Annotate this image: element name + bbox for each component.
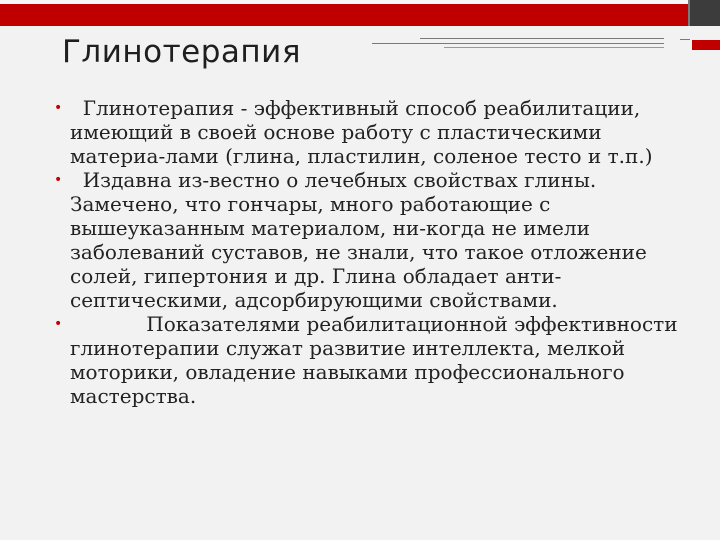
top-decor-corner: [688, 0, 720, 26]
accent-block: [692, 40, 720, 50]
top-decor-bar: [0, 0, 720, 26]
slide-content: [52, 96, 692, 408]
accent-line: [444, 47, 664, 48]
accent-line: [420, 38, 664, 39]
accent-line: [372, 43, 664, 44]
bullet-item: [52, 312, 692, 408]
bullet-icon: •: [54, 100, 63, 116]
bullet-text: Показателями реабилитационной эффективности глинотерапии служат развитие интеллекта, мелкой моторики, овладение навыками профессионального мастерства.: [70, 312, 684, 408]
bullet-text: Глинотерапия - эффективный способ реабилитации, имеющий в своей основе работу с пластическими материа-лами (глина, пластилин, соленое тесто и т.п.): [70, 96, 653, 168]
bullet-icon: •: [54, 316, 63, 332]
accent-line: [680, 39, 690, 40]
bullet-text: Издавна из-вестно о лечебных свойствах глины. Замечено, что гончары, много работающие с вышеуказанным материалом, ни-когда не имели заболеваний суставов, не знали, что такое отложение солей, гипертония и др. Глина обладает анти-септическими, адсорбирующими свойствами.: [70, 168, 654, 312]
top-decor-highlight: [0, 0, 720, 4]
bullet-item: [52, 96, 692, 168]
bullet-item: [52, 168, 692, 312]
slide-title: Глинотерапия: [62, 34, 301, 70]
bullet-icon: •: [54, 172, 63, 188]
